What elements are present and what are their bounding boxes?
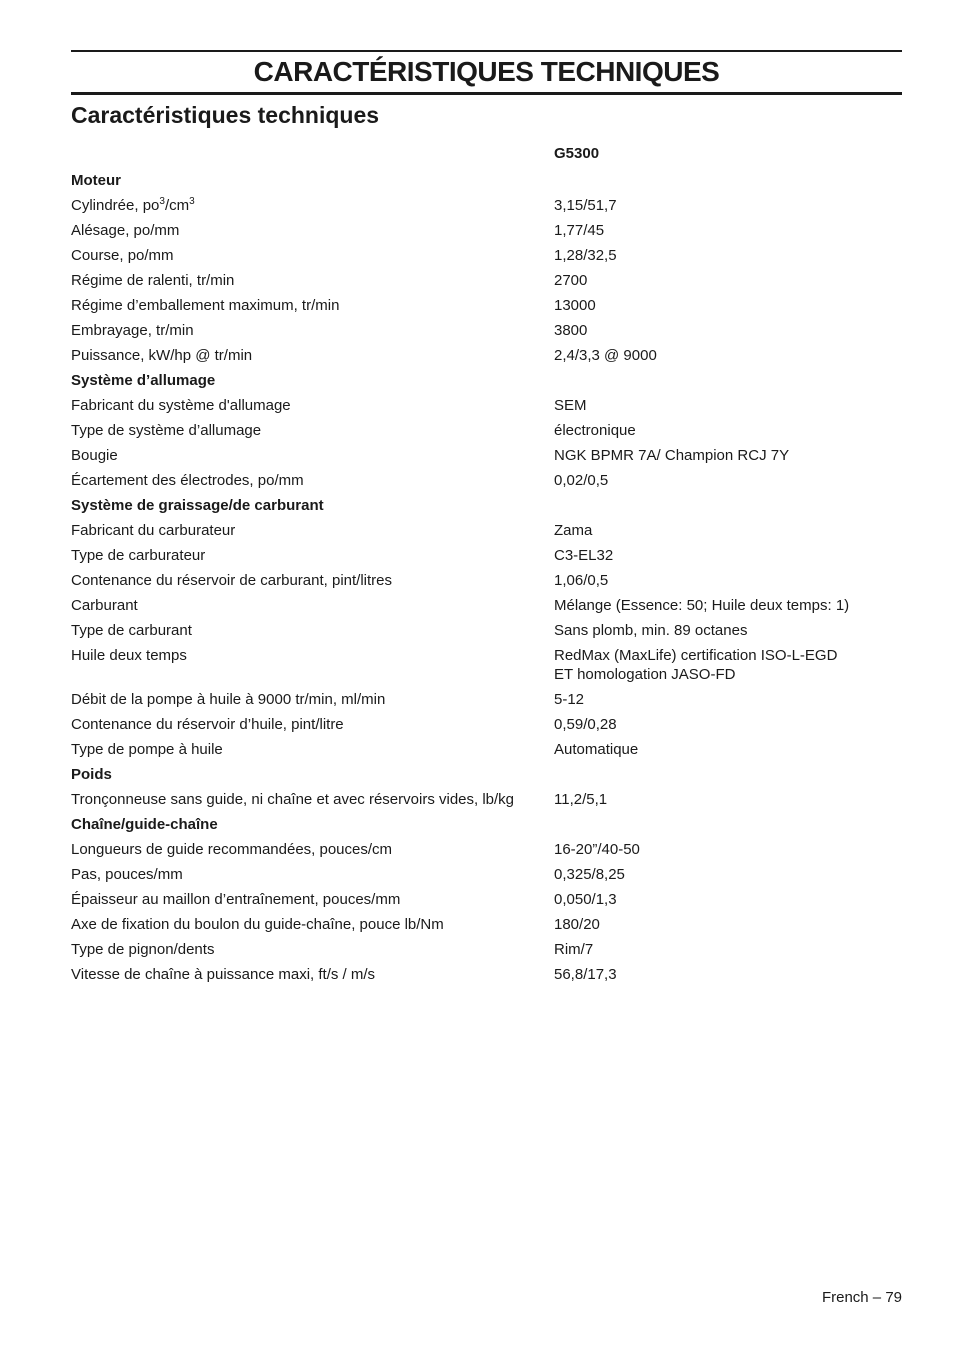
spec-value: 1,28/32,5 xyxy=(554,247,617,264)
spec-row xyxy=(71,712,902,737)
spec-value: 0,02/0,5 xyxy=(554,472,609,489)
spec-label: Vitesse de chaîne à puissance maxi, ft/s / m/s xyxy=(71,966,376,983)
spec-label: Type de pignon/dents xyxy=(71,941,215,958)
spec-value: électronique xyxy=(554,422,636,439)
spec-value: 13000 xyxy=(554,297,596,314)
spec-label: Type de carburateur xyxy=(71,547,206,564)
spec-label: Fabricant du carburateur xyxy=(71,522,236,539)
spec-value: 2700 xyxy=(554,272,588,289)
spec-label: Cylindrée, $po^3/cm^3$ xyxy=(71,196,195,214)
spec-label: Axe de fixation du boulon du guide-chaîne, pouce lb/Nm xyxy=(71,916,444,933)
spec-row xyxy=(71,787,902,812)
spec-row xyxy=(71,193,902,218)
spec-value: 1,06/0,5 xyxy=(554,572,609,589)
spec-value: Sans plomb, min. 89 octanes xyxy=(554,622,748,639)
spec-label: Puissance, kW/hp @ tr/min xyxy=(71,347,253,364)
section-row-weight xyxy=(71,762,902,787)
spec-row xyxy=(71,737,902,762)
spec-row xyxy=(71,218,902,243)
section-title: Système d’allumage xyxy=(71,372,216,389)
spec-label: Carburant xyxy=(71,597,138,614)
spec-row xyxy=(71,418,902,443)
spec-label: Contenance du réservoir d’huile, pint/litre xyxy=(71,716,344,733)
section-heading: Caractéristiques techniques xyxy=(71,102,380,128)
title-rule xyxy=(71,92,902,95)
spec-row xyxy=(71,618,902,643)
top-rule xyxy=(71,50,902,52)
spec-row xyxy=(71,568,902,593)
spec-label: Course, po/mm xyxy=(71,247,174,264)
spec-row xyxy=(71,543,902,568)
spec-row xyxy=(71,643,902,687)
spec-label: Alésage, po/mm xyxy=(71,222,180,239)
spec-value: Mélange (Essence: 50; Huile deux temps: 1) xyxy=(554,597,850,614)
spec-value: Rim/7 xyxy=(554,941,594,958)
spec-row xyxy=(71,862,902,887)
spec-label: Embrayage, tr/min xyxy=(71,322,194,339)
page-title: CARACTÉRISTIQUES TECHNIQUES xyxy=(253,56,720,87)
spec-value: 3,15/51,7 xyxy=(554,197,617,214)
spec-row xyxy=(71,937,902,962)
section-row-chain xyxy=(71,812,902,837)
spec-row xyxy=(71,393,902,418)
spec-value: 5-12 xyxy=(554,691,585,708)
spec-label: Épaisseur au maillon d’entraînement, pouces/mm xyxy=(71,891,401,908)
section-row-ignition xyxy=(71,368,902,393)
spec-value: Zama xyxy=(554,522,593,539)
spec-row xyxy=(71,962,902,987)
spec-row xyxy=(71,837,902,862)
spec-label: Type de système d’allumage xyxy=(71,422,262,439)
spec-label: Débit de la pompe à huile à 9000 tr/min, ml/min xyxy=(71,691,386,708)
spec-value: 1,77/45 xyxy=(554,222,605,239)
spec-value: 0,325/8,25 xyxy=(554,866,625,883)
section-title: Système de graissage/de carburant xyxy=(71,497,324,514)
spec-value: 56,8/17,3 xyxy=(554,966,617,983)
section-title: Moteur xyxy=(71,172,121,189)
spec-value: C3-EL32 xyxy=(554,547,614,564)
spec-row xyxy=(71,518,902,543)
section-row-fuel xyxy=(71,493,902,518)
spec-row xyxy=(71,343,902,368)
spec-value: 0,59/0,28 xyxy=(554,716,617,733)
spec-row xyxy=(71,593,902,618)
spec-label: Bougie xyxy=(71,447,118,464)
spec-label: Pas, pouces/mm xyxy=(71,866,183,883)
spec-label: Écartement des électrodes, po/mm xyxy=(71,472,304,489)
page-number: French – 79 xyxy=(821,1289,902,1306)
spec-label: Contenance du réservoir de carburant, pint/litres xyxy=(71,572,393,589)
spec-label: Type de pompe à huile xyxy=(71,741,223,758)
spec-value-line: ET homologation JASO-FD xyxy=(554,666,736,683)
spec-value: 0,050/1,3 xyxy=(554,891,617,908)
model-column-header: G5300 xyxy=(554,145,600,162)
spec-label: Régime d’emballement maximum, tr/min xyxy=(71,297,340,314)
section-title: Poids xyxy=(71,766,112,783)
spec-row xyxy=(71,443,902,468)
spec-value xyxy=(554,646,902,684)
spec-row xyxy=(71,268,902,293)
spec-row xyxy=(71,687,902,712)
spec-value: 16-20”/40-50 xyxy=(554,841,640,858)
section-row-engine xyxy=(71,168,902,193)
spec-value: 3800 xyxy=(554,322,588,339)
spec-value: 2,4/3,3 @ 9000 xyxy=(554,347,657,364)
spec-row xyxy=(71,912,902,937)
spec-value: 11,2/5,1 xyxy=(554,791,608,808)
spec-row xyxy=(71,318,902,343)
spec-label: Huile deux temps xyxy=(71,647,187,664)
spec-value: NGK BPMR 7A/ Champion RCJ 7Y xyxy=(554,447,790,464)
spec-row xyxy=(71,468,902,493)
spec-value-line: RedMax (MaxLife) certification ISO-L-EGD xyxy=(554,647,838,664)
spec-value: Automatique xyxy=(554,741,639,758)
spec-row xyxy=(71,293,902,318)
spec-label: Longueurs de guide recommandées, pouces/cm xyxy=(71,841,393,858)
spec-value: SEM xyxy=(554,397,587,414)
spec-value: 180/20 xyxy=(554,916,600,933)
spec-label: Tronçonneuse sans guide, ni chaîne et avec réservoirs vides, lb/kg xyxy=(71,791,515,808)
spec-table xyxy=(71,168,902,987)
spec-label: Type de carburant xyxy=(71,622,192,639)
spec-label: Fabricant du système d'allumage xyxy=(71,397,291,414)
spec-label: Régime de ralenti, tr/min xyxy=(71,272,235,289)
spec-row xyxy=(71,243,902,268)
section-title: Chaîne/guide-chaîne xyxy=(71,816,218,833)
spec-row xyxy=(71,887,902,912)
